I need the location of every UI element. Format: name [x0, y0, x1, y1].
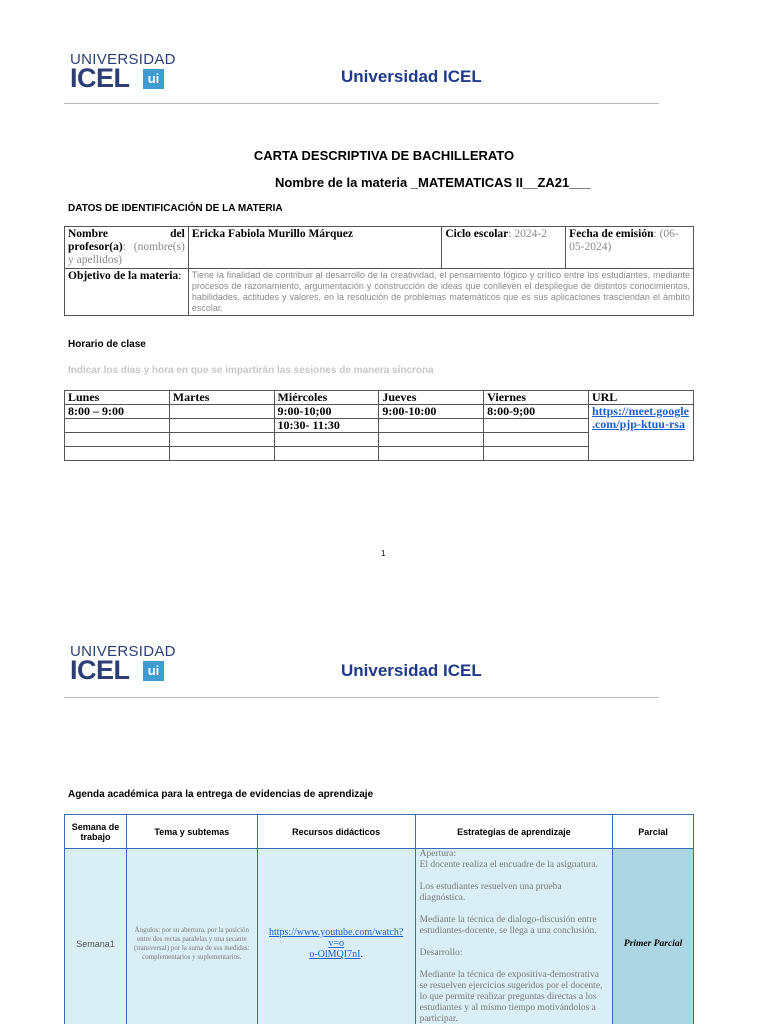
schedule-cell: 10:30- 11:30 [274, 419, 379, 433]
table-row [65, 227, 694, 269]
schedule-table [64, 390, 694, 461]
schedule-cell: 9:00-10:00 [379, 405, 484, 419]
header-resources: Recursos didácticos [257, 815, 415, 849]
schedule-hint: Indicar los días y hora en que se impartirán las sesiones de manera síncrona [68, 365, 434, 376]
schedule-cell [484, 419, 589, 433]
strategy-text: Mediante la técnica de expositiva-demostrativa se resuelven ejercicios sugeridos por el docente, lo que permite realizar preguntas directas a los estudiantes y al mismo tiempo motivándolos a participar. [419, 970, 603, 1024]
professor-label-cell [65, 227, 189, 269]
schedule-cell [169, 433, 274, 447]
logo-badge: ui [143, 69, 164, 89]
schedule-cell [379, 447, 484, 461]
header-title: Universidad ICEL [341, 67, 482, 86]
meeting-url-cell [588, 405, 693, 461]
logo-wordmark-main: ICEL [70, 63, 130, 93]
agenda-table [64, 814, 694, 1024]
emission-date-cell [566, 227, 694, 269]
agenda-header-row [65, 815, 694, 849]
schedule-cell [169, 447, 274, 461]
emission-date-value: : (06-05-2024) [569, 228, 679, 253]
day-header-thursday: Jueves [379, 391, 484, 405]
day-header-monday: Lunes [65, 391, 170, 405]
logo-wordmark-main: ICEL [70, 655, 130, 685]
table-row [65, 269, 694, 316]
university-logo [70, 51, 176, 93]
cycle-value: : 2024-2 [508, 228, 547, 240]
header-strategies: Estrategias de aprendizaje [415, 815, 613, 849]
strategy-text: Mediante la técnica de dialogo-discusión entre estudiantes-docente, se llega a una conclusión. [419, 915, 597, 936]
strategy-text: Los estudiantes resuelven una prueba diagnóstica. [419, 882, 562, 903]
logo-badge: ui [143, 661, 164, 681]
professor-hint: : (nombre(s) y apellidos) [68, 241, 185, 266]
objective-label-cell: Objetivo de la materia: [65, 269, 189, 316]
day-header-wednesday: Miércoles [274, 391, 379, 405]
header-title: Universidad ICEL [341, 661, 482, 680]
subject-name: Nombre de la materia _MATEMATICAS II__ZA21___ [275, 175, 591, 190]
schedule-cell [484, 447, 589, 461]
partial-cell: Primer Parcial [613, 849, 694, 1024]
section-heading-identification: DATOS DE IDENTIFICACIÓN DE LA MATERIA [68, 203, 283, 214]
topic-cell: Ángulos: por su abertura, por la posición entre dos rectas paralelas y una secante (transversal) por la suma de sus medidas: complementarios y suplementarios. [126, 849, 257, 1024]
strategy-text: Desarrollo: [419, 948, 463, 958]
document-title: CARTA DESCRIPTIVA DE BACHILLERATO [253, 148, 515, 163]
week-cell: Semana1 [65, 849, 127, 1024]
professor-label: Nombre del profesor(a) [68, 228, 185, 253]
schedule-cell [65, 433, 170, 447]
university-logo [70, 643, 176, 685]
schedule-cell [65, 419, 170, 433]
resource-cell: https://www.youtube.com/watch?v=o o-OlMQI7nI. [257, 849, 415, 1024]
cycle-cell [442, 227, 566, 269]
cycle-label: Ciclo escolar [445, 228, 509, 240]
strategies-cell [415, 849, 613, 1024]
header-divider [64, 697, 659, 698]
header-week: Semana de trabajo [65, 815, 127, 849]
schedule-cell [65, 447, 170, 461]
schedule-cell [274, 447, 379, 461]
schedule-cell [484, 433, 589, 447]
url-header: URL [588, 391, 693, 405]
professor-value: Ericka Fabiola Murillo Márquez [188, 227, 442, 269]
identification-table [64, 226, 694, 316]
schedule-header-row [65, 391, 694, 405]
schedule-heading: Horario de clase [68, 339, 146, 350]
meeting-link[interactable]: https://meet.google .com/pjp-ktuu-rsa [591, 404, 689, 431]
logo-wordmark-top: UNIVERSIDAD [70, 643, 176, 660]
agenda-heading: Agenda académica para la entrega de evidencias de aprendizaje [68, 789, 374, 800]
schedule-cell [274, 433, 379, 447]
schedule-cell [379, 419, 484, 433]
table-row [65, 849, 694, 1024]
emission-date-label: Fecha de emisión [569, 228, 654, 240]
schedule-cell [169, 405, 274, 419]
schedule-cell [169, 419, 274, 433]
header-partial: Parcial [613, 815, 694, 849]
header-divider [64, 103, 659, 104]
table-row [65, 405, 694, 419]
logo-wordmark-top: UNIVERSIDAD [70, 51, 176, 68]
header-topic: Tema y subtemas [126, 815, 257, 849]
objective-value: Tiene la finalidad de contribuir al desarrollo de la creatividad, el pensamiento lógico y crítico entre los estudiantes, mediante procesos de razonamiento, argumentación y construcción de ideas que conlleven el despliegue de distintos conocimientos, habilidades, actitudes y valores, en la resolución de problemas matemáticos que es sus aplicaciones trasciendan el ámbito escolar. [188, 269, 693, 316]
schedule-cell: 8:00-9;00 [484, 405, 589, 419]
schedule-cell: 9:00-10;00 [274, 405, 379, 419]
day-header-friday: Viernes [484, 391, 589, 405]
schedule-cell: 8:00 – 9:00 [65, 405, 170, 419]
strategy-text: Apertura: El docente realiza el encuadre de la asignatura. [419, 849, 598, 870]
resource-link[interactable]: https://www.youtube.com/watch?v=o o-OlMQI7nI [268, 927, 404, 960]
objective-label: Objetivo de la materia [68, 270, 179, 282]
day-header-tuesday: Martes [169, 391, 274, 405]
page-number: 1 [381, 549, 386, 558]
schedule-cell [379, 433, 484, 447]
